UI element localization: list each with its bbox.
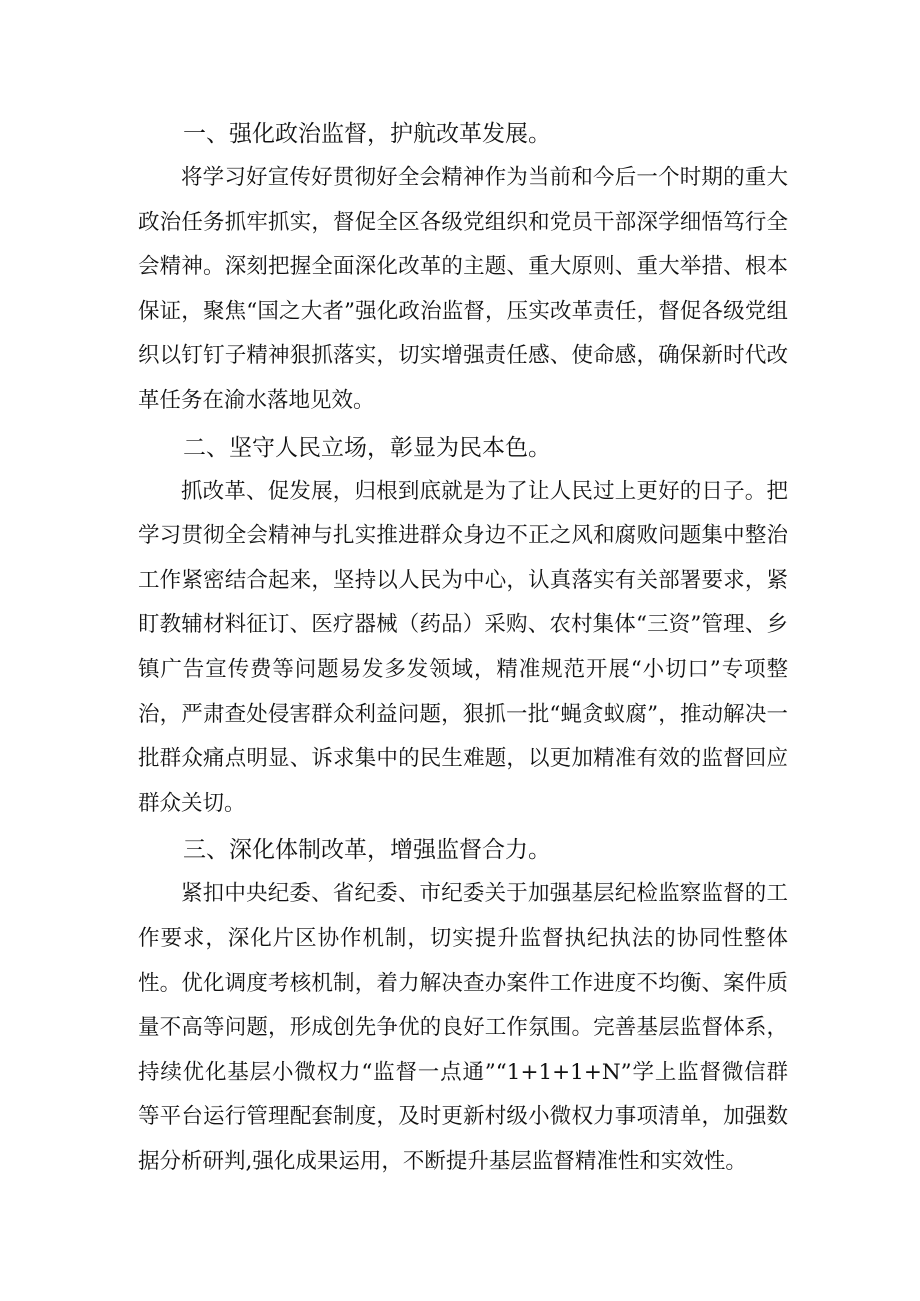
- document-body: [138, 112, 788, 1186]
- section-1-heading: 一、强化政治监督，护航改革发展。: [183, 121, 551, 147]
- section-2-heading: 二、坚守人民立场，彰显为民本色。: [183, 434, 551, 461]
- section-1-paragraph: 将学习好宣传好贯彻好全会精神作为当前和今后一个时期的重大政治任务抓牢抓实，督促全区各级党组织和党员干部深学细悟笃行全会精神。深刻把握全面深化改革的主题、重大原则、重大举措、根本保证，聚焦“国之大者”强化政治监督，压实改革责任，督促各级党组织以钉钉子精神狠抓落实，切实增强责任感、使命感，确保新时代改革任务在渝水落地见效。: [138, 165, 788, 413]
- section-3-paragraph: 紧扣中央纪委、省纪委、市纪委关于加强基层纪检监察监督的工作要求，深化片区协作机制，切实提升监督执纪执法的协同性整体性。优化调度考核机制，着力解决查办案件工作进度不均衡、案件质量不高等问题，形成创先争优的良好工作氛围。完善基层监督体系，持续优化基层小微权力“监督一点通”“1+1+1+N”学上监督微信群等平台运行管理配套制度，及时更新村级小微权力事项清单，加强数据分析研判,强化成果运用，不断提升基层监督精准性和实效性。: [138, 881, 788, 1174]
- section-2-paragraph: 抓改革、促发展，归根到底就是为了让人民过上更好的日子。把学习贯彻全会精神与扎实推进群众身边不正之风和腐败问题集中整治工作紧密结合起来，坚持以人民为中心，认真落实有关部署要求，紧盯教辅材料征订、医疗器械（药品）采购、农村集体“三资”管理、乡镇广告宣传费等问题易发多发领域，精准规范开展“小切口”专项整治，严肃查处侵害群众利益问题，狠抓一批“蝇贪蚁腐”，推动解决一批群众痛点明显、诉求集中的民生难题，以更加精准有效的监督回应群众关切。: [138, 478, 788, 816]
- section-3-heading: 三、深化体制改革，增强监督合力。: [183, 837, 551, 864]
